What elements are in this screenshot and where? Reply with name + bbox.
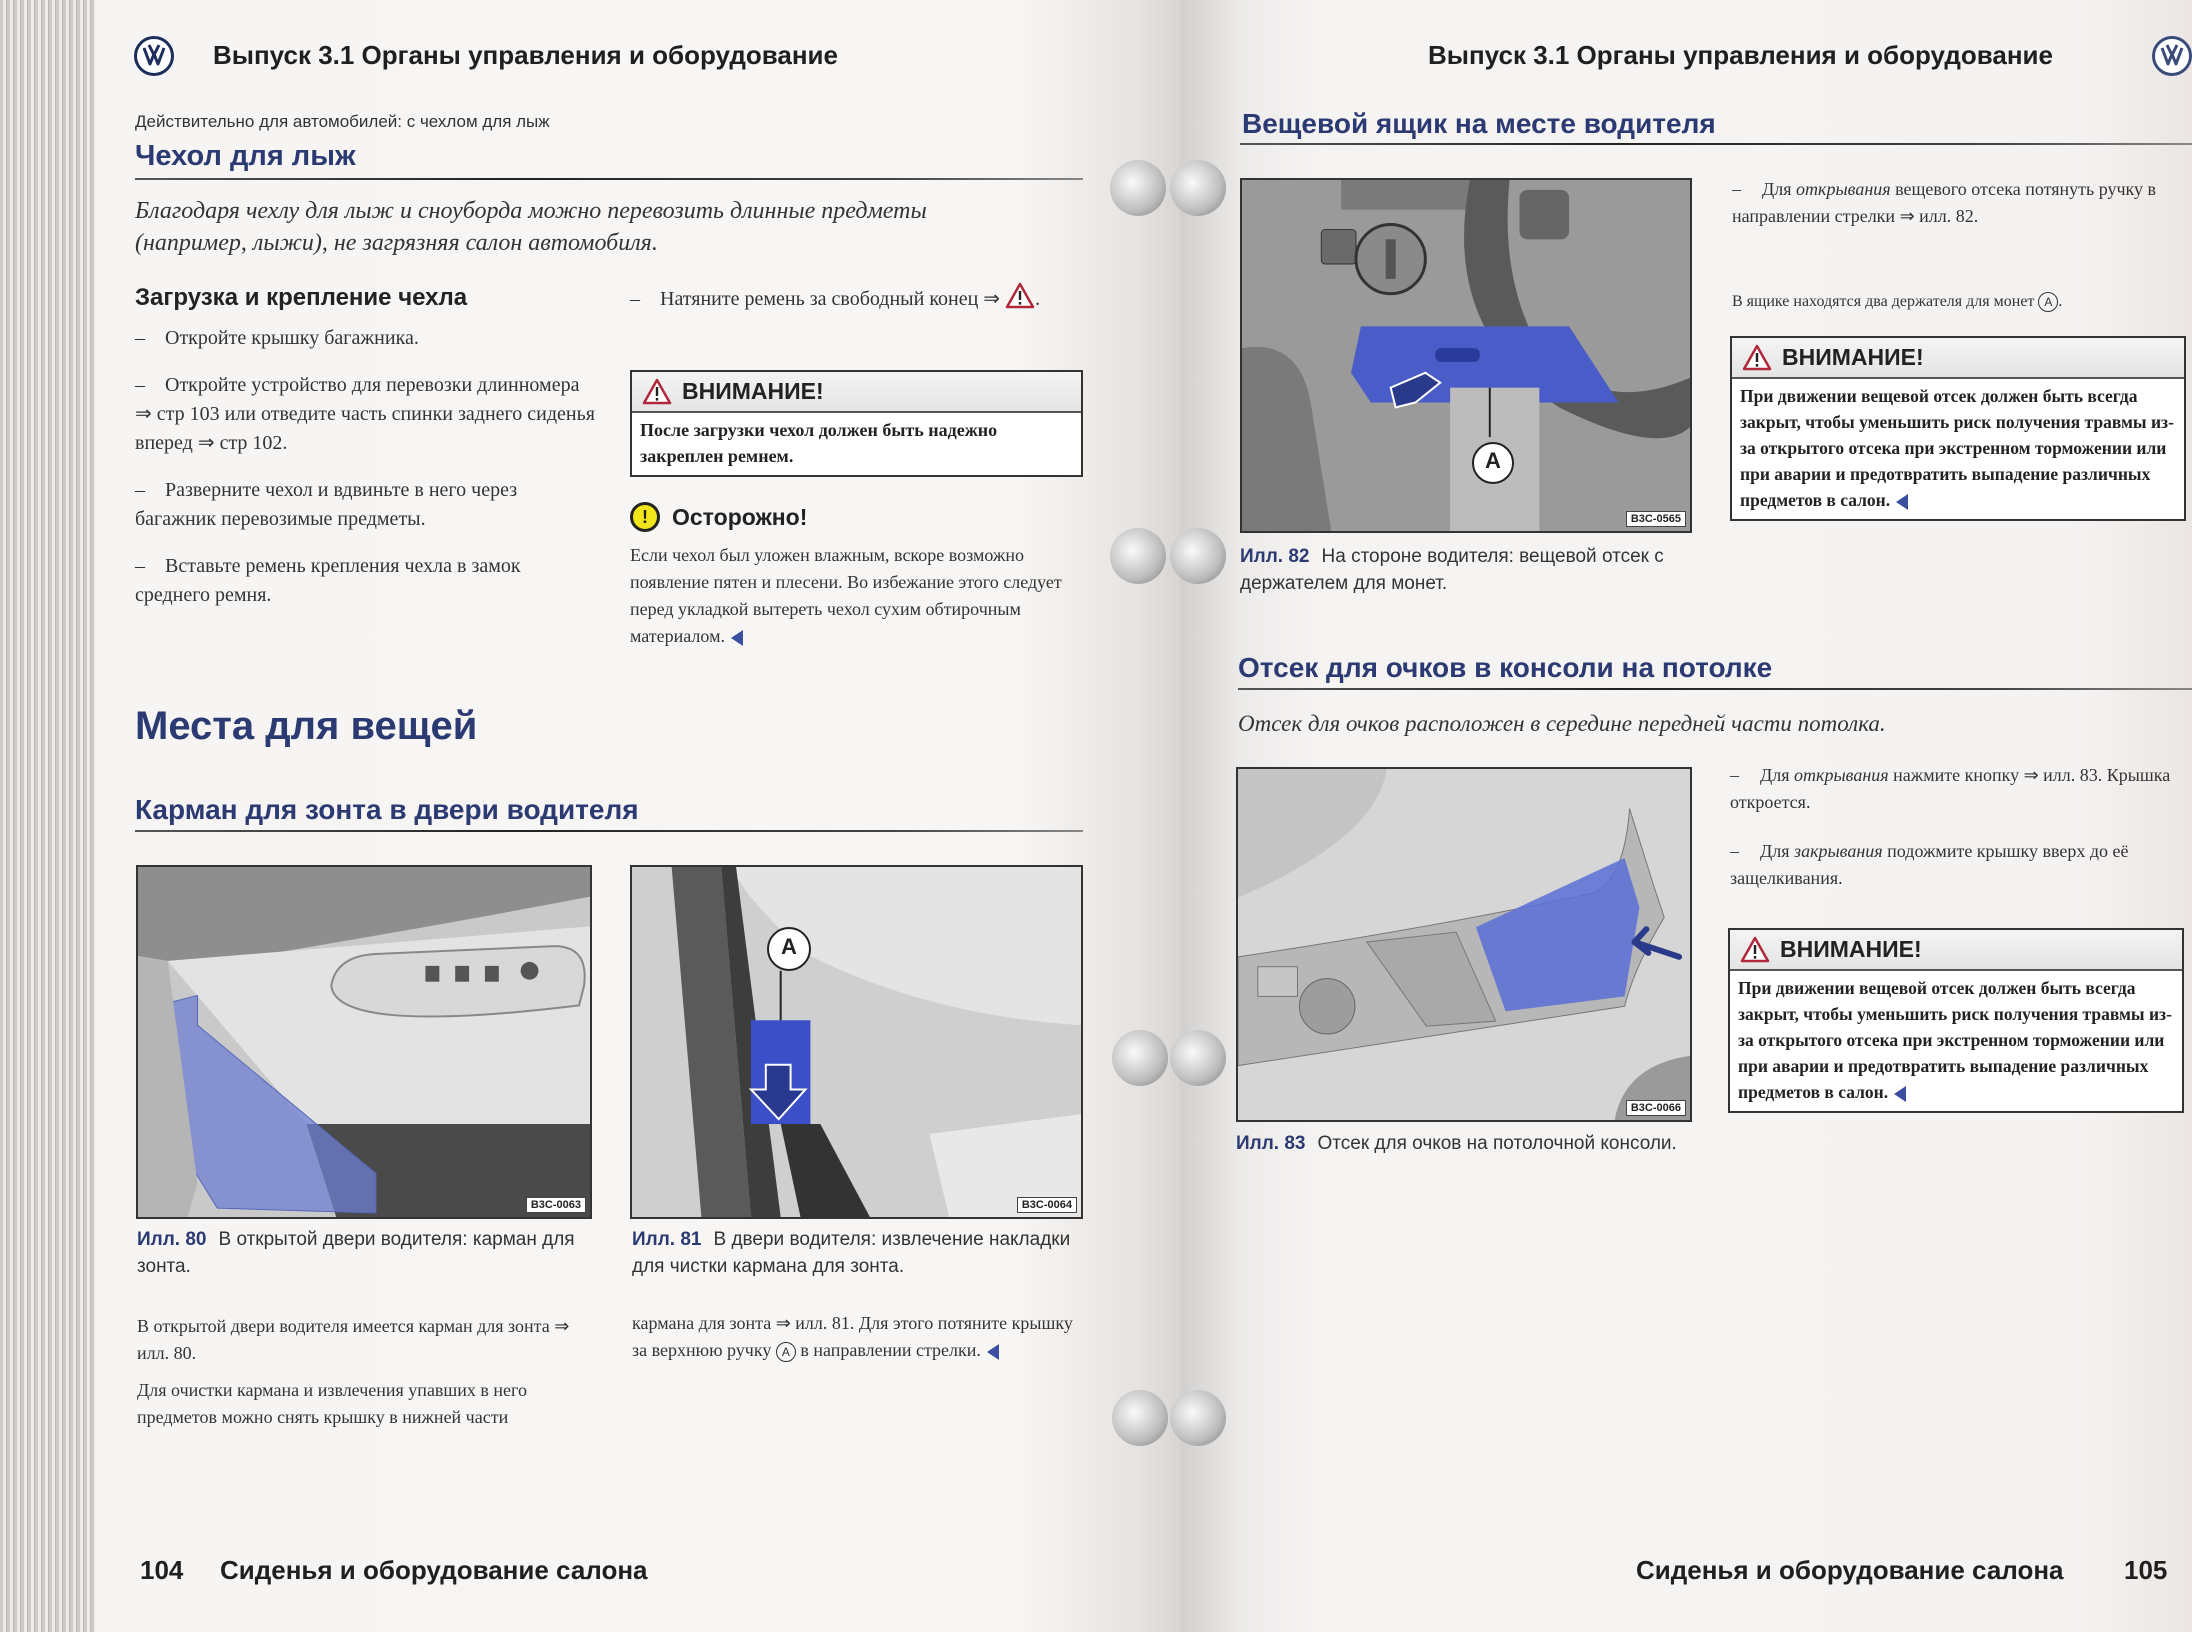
binding-hole — [1110, 160, 1166, 216]
step-item: – Для открывания вещевого отсека потянуть ручку в направлении стрелки ⇒ илл. 82. — [1732, 179, 2157, 226]
warning-header: ВНИМАНИЕ! — [632, 372, 1081, 413]
step-item: – Откройте устройство для перевозки длинномера ⇒ стр 103 или отведите часть спинки заднего сиденья вперед ⇒ стр 102. — [135, 374, 595, 454]
binding-hole — [1170, 1030, 1226, 1086]
footer-title: Сиденья и оборудование салона — [220, 1555, 648, 1585]
warning-text: При движении вещевой отсек должен быть всегда закрыт, чтобы уменьшить риск получения травмы из-за открытого отсека при экстренном торможении или при аварии и предотвратить выпадение различных предметов в салон. — [1738, 978, 2172, 1102]
dashboard-illustration — [1242, 180, 1690, 531]
chapter-title: Места для вещей — [135, 704, 478, 748]
warning-text: После загрузки чехол должен быть надежно закреплен ремнем. — [640, 420, 998, 466]
warning-text: При движении вещевой отсек должен быть всегда закрыт, чтобы уменьшить риск получения травмы из-за открытого отсека при экстренном торможении или при аварии и предотвратить выпадение различных предметов в салон. — [1740, 386, 2174, 510]
running-header: Выпуск 3.1 Органы управления и оборудование — [1428, 40, 2053, 70]
callout-marker: A — [767, 927, 811, 971]
caution-header: ! Осторожно! — [630, 502, 807, 532]
figure-code: B3C-0066 — [1626, 1100, 1686, 1116]
steps-list — [135, 324, 595, 624]
subheading: Загрузка и крепление чехла — [135, 284, 468, 311]
section-title: Чехол для лыж — [135, 140, 356, 172]
applicability-note: Действительно для автомобилей: с чехлом для лыж — [135, 112, 550, 131]
page-number: 105 — [2124, 1555, 2168, 1585]
figure-caption: Илл. 81 В двери водителя: извлечение накладки для чистки кармана для зонта. — [632, 1229, 1071, 1277]
warning-triangle-icon — [642, 378, 672, 405]
warning-header: ВНИМАНИЕ! — [1732, 338, 2184, 379]
warning-triangle-icon — [1740, 936, 1770, 963]
end-of-section-icon — [1896, 494, 1908, 510]
footer-title: Сиденья и оборудование салона — [1636, 1555, 2064, 1585]
section-title: Вещевой ящик на месте водителя — [1242, 108, 1716, 139]
step-item: – Для открывания нажмите кнопку ⇒ илл. 83. Крышка откроется. — [1730, 765, 2171, 812]
body-paragraph: Для очистки кармана и извлечения упавших в него предметов можно снять крышку в нижней части — [137, 1380, 527, 1427]
caution-icon: ! — [630, 502, 660, 532]
roof-console-illustration — [1238, 769, 1690, 1120]
figure-83 — [1236, 767, 1692, 1122]
section-rule — [1238, 688, 2192, 690]
page-number: 104 — [140, 1555, 184, 1585]
section-rule — [1240, 143, 2192, 145]
figure-80 — [136, 865, 592, 1219]
end-of-section-icon — [987, 1344, 999, 1360]
door-pocket-illustration — [632, 867, 1081, 1217]
figure-82 — [1240, 178, 1692, 533]
figure-caption: Илл. 82 На стороне водителя: вещевой отсек с держателем для монет. — [1240, 546, 1664, 594]
body-paragraph: кармана для зонта ⇒ илл. 81. Для этого потяните крышку за верхнюю ручку A в направлении стрелки. — [632, 1313, 1073, 1360]
body-paragraph: В открытой двери водителя имеется карман для зонта ⇒ илл. 80. — [137, 1316, 570, 1363]
figure-caption: Илл. 80 В открытой двери водителя: карман для зонта. — [137, 1229, 575, 1277]
step-item: – Откройте крышку багажника. — [135, 327, 419, 349]
warning-box — [1728, 928, 2184, 1113]
warning-triangle-icon — [1005, 282, 1035, 309]
step-item: – Вставьте ремень крепления чехла в замок среднего ремня. — [135, 555, 521, 606]
marker-a-icon: A — [776, 1342, 796, 1362]
warning-box — [1730, 336, 2186, 521]
figure-code: B3C-0063 — [526, 1197, 586, 1213]
warning-header: ВНИМАНИЕ! — [1730, 930, 2182, 971]
callout-marker: A — [1472, 442, 1514, 484]
marker-a-icon: A — [2038, 292, 2058, 312]
figure-81 — [630, 865, 1083, 1219]
step-item: – Натяните ремень за свободный конец ⇒ . — [630, 282, 1080, 314]
figure-code: B3C-0064 — [1017, 1197, 1077, 1213]
section-title: Карман для зонта в двери водителя — [135, 794, 639, 825]
binding-hole — [1170, 160, 1226, 216]
section-intro: Благодаря чехлу для лыж и сноуборда можно перевозить длинные предметы (например, лыжи), не загрязняя салон автомобиля. — [135, 198, 927, 256]
caution-text: Если чехол был уложен влажным, вскоре возможно появление пятен и плесени. Во избежание этого следует перед укладкой вытереть чехол сухим обтирочным материалом. — [630, 545, 1062, 646]
door-illustration — [138, 867, 590, 1217]
binding-hole — [1112, 1030, 1168, 1086]
figure-caption: Илл. 83 Отсек для очков на потолочной консоли. — [1236, 1133, 1677, 1154]
binding-hole — [1170, 528, 1226, 584]
binding-hole — [1170, 1390, 1226, 1446]
end-of-section-icon — [1894, 1086, 1906, 1102]
page-edge-stack — [0, 0, 95, 1632]
vw-logo-icon — [134, 36, 174, 76]
step-item: – Для закрывания подожмите крышку вверх до её защелкивания. — [1730, 841, 2129, 888]
section-rule — [135, 178, 1083, 180]
binding-hole — [1112, 1390, 1168, 1446]
body-paragraph: В ящике находятся два держателя для монет A . — [1732, 290, 2187, 314]
section-title: Отсек для очков в консоли на потолке — [1238, 652, 1773, 683]
warning-box — [630, 370, 1083, 477]
section-intro: Отсек для очков расположен в середине передней части потолка. — [1238, 711, 1886, 736]
end-of-section-icon — [731, 630, 743, 646]
vw-logo-icon — [2152, 36, 2192, 76]
step-item: – Разверните чехол и вдвиньте в него через багажник перевозимые предметы. — [135, 479, 518, 530]
warning-triangle-icon — [1742, 344, 1772, 371]
section-rule — [135, 830, 1083, 832]
binding-hole — [1110, 528, 1166, 584]
figure-code: B3C-0565 — [1626, 511, 1686, 527]
running-header: Выпуск 3.1 Органы управления и оборудование — [213, 40, 838, 70]
